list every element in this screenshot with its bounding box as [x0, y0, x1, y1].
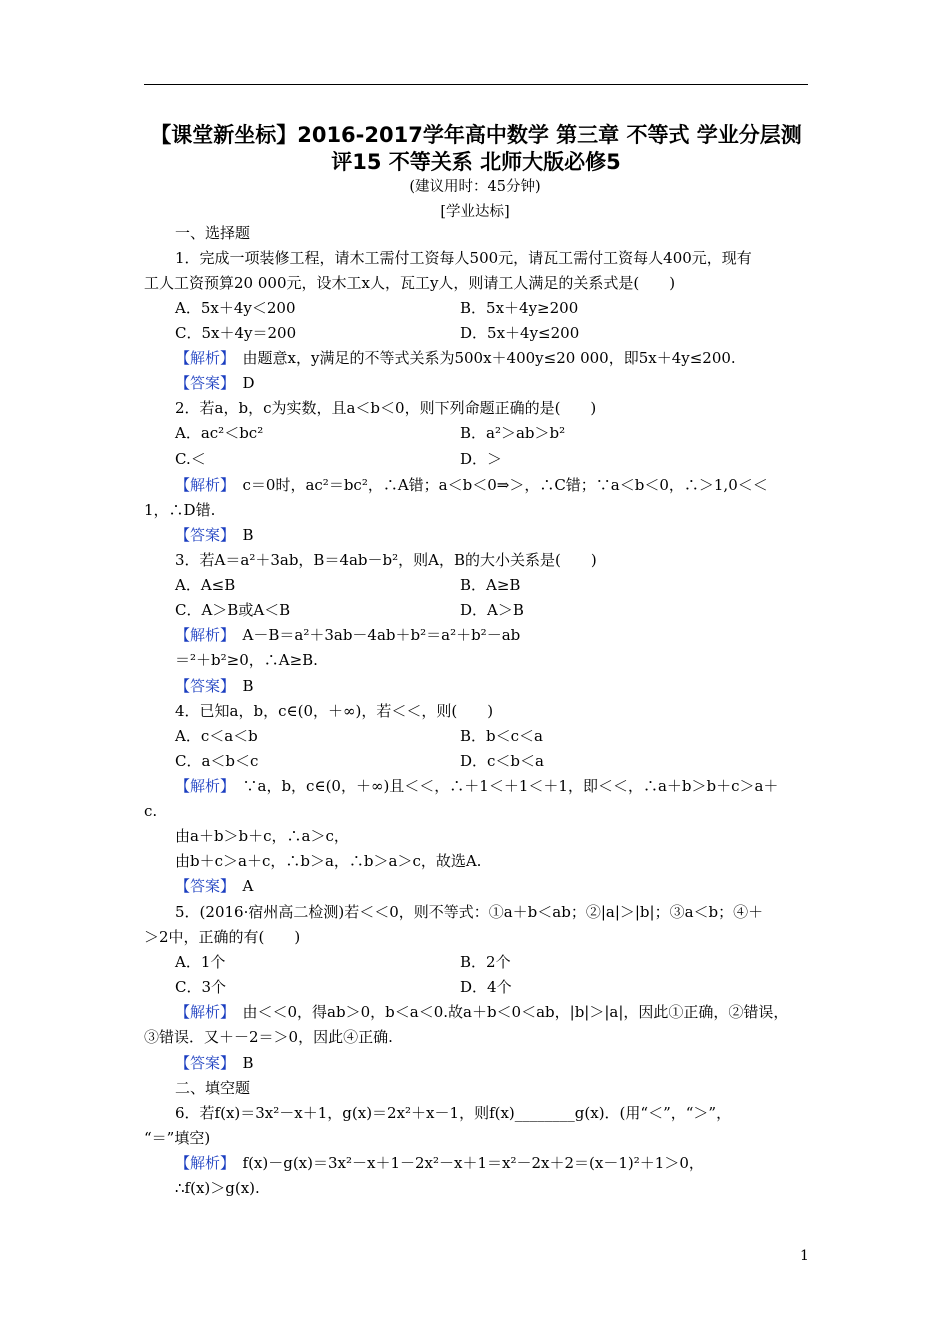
q2-answer — [175, 524, 254, 546]
section-heading-fill: 二、填空题 — [175, 1079, 251, 1097]
answer-text: A — [227, 877, 254, 895]
q2-analysis — [175, 474, 768, 496]
q5-analysis-cont: ③错误．又＋－2＝＞0，因此④正确. — [144, 1028, 393, 1046]
q5-stem-line1: 5．(2016·宿州高二检测)若＜＜0，则不等式：①a＋b＜ab；②|a|＞|b|；③a＜b；④＋ — [175, 903, 764, 921]
section-heading-choice: 一、选择题 — [175, 224, 251, 242]
level-label: [学业达标] — [440, 204, 510, 220]
answer-text: B — [227, 1054, 254, 1072]
q4-answer — [175, 875, 253, 897]
q2-analysis-cont: 1，∴D错. — [144, 501, 216, 519]
answer-tag: 【答案】 — [175, 1054, 228, 1072]
document-title — [140, 122, 812, 176]
q2-option-b: B．a²＞ab＞b² — [460, 424, 566, 442]
q6-analysis-cont: ∴f(x)＞g(x). — [175, 1179, 260, 1197]
q3-analysis — [175, 624, 520, 646]
q1-option-b: B．5x＋4y≥200 — [460, 299, 579, 317]
q3-stem: 3．若A＝a²＋3ab，B＝4ab－b²，则A，B的大小关系是( ) — [175, 551, 597, 569]
q4-analysis — [175, 775, 778, 797]
analysis-tag: 【解析】 — [175, 349, 228, 367]
analysis-tag: 【解析】 — [175, 777, 228, 795]
analysis-tag: 【解析】 — [175, 1154, 228, 1172]
q1-option-c: C．5x＋4y＝200 — [175, 324, 297, 342]
q1-stem-line1: 1．完成一项装修工程，请木工需付工资每人500元，请瓦工需付工资每人400元，现有 — [175, 249, 752, 267]
q4-stem: 4．已知a，b，c∈(0，＋∞)，若＜＜，则( ) — [175, 702, 494, 720]
q6-stem-line1: 6．若f(x)＝3x²－x＋1，g(x)＝2x²＋x－1，则f(x)________g(x)．(用“＜”，“＞”， — [175, 1104, 732, 1122]
q5-stem-line2: ＞2中，正确的有( ) — [144, 928, 301, 946]
q2-option-a: A．ac²＜bc² — [175, 424, 264, 442]
time-hint: (建议用时：45分钟) — [409, 179, 541, 195]
answer-text: B — [227, 526, 254, 544]
q3-option-a: A．A≤B — [175, 576, 236, 594]
q5-answer — [175, 1052, 254, 1074]
answer-tag: 【答案】 — [175, 526, 228, 544]
analysis-text: 由题意x，y满足的不等式关系为500x＋400y≤20 000，即5x＋4y≤200. — [227, 349, 736, 367]
q4-analysis-cont: c. — [144, 802, 158, 820]
q4-analysis-line4: 由b＋c＞a＋c，∴b＞a，∴b＞a＞c，故选A. — [175, 852, 482, 870]
q3-answer — [175, 675, 254, 697]
answer-tag: 【答案】 — [175, 374, 228, 392]
q1-stem-line2: 工人工资预算20 000元，设木工x人，瓦工y人，则请工人满足的关系式是( ) — [144, 274, 676, 292]
q5-option-b: B．2个 — [460, 953, 511, 971]
q1-option-a: A．5x＋4y＜200 — [175, 299, 296, 317]
q3-option-c: C．A＞B或A＜B — [175, 601, 291, 619]
analysis-text: 由＜＜0，得ab＞0，b＜a＜0.故a＋b＜0＜ab，|b|＞|a|，因此①正确，②错误， — [227, 1003, 789, 1021]
q2-option-c: C.＜ — [175, 450, 206, 468]
analysis-tag: 【解析】 — [175, 626, 228, 644]
q6-stem-line2: “＝”填空) — [144, 1129, 211, 1147]
q4-option-c: C．a＜b＜c — [175, 752, 259, 770]
answer-tag: 【答案】 — [175, 677, 228, 695]
header-rule — [144, 84, 808, 85]
analysis-tag: 【解析】 — [175, 476, 228, 494]
q5-option-d: D．4个 — [460, 978, 512, 996]
q2-option-d: D．＞ — [460, 450, 503, 468]
page-number: 1 — [800, 1248, 809, 1264]
analysis-text: ∵a，b，c∈(0，＋∞)且＜＜，∴＋1＜＋1＜＋1，即＜＜，∴a＋b＞b＋c＞a＋ — [227, 777, 779, 795]
answer-text: B — [227, 677, 254, 695]
answer-text: D — [227, 374, 255, 392]
q3-analysis-cont: ＝²＋b²≥0，∴A≥B. — [175, 651, 318, 669]
q1-analysis — [175, 347, 736, 369]
analysis-text: c＝0时，ac²＝bc²，∴A错；a＜b＜0⇒＞，∴C错；∵a＜b＜0，∴＞1,0＜＜ — [227, 476, 768, 494]
q6-analysis — [175, 1152, 704, 1174]
q4-option-d: D．c＜b＜a — [460, 752, 544, 770]
q2-stem: 2．若a，b，c为实数，且a＜b＜0，则下列命题正确的是( ) — [175, 399, 597, 417]
q4-analysis-line3: 由a＋b＞b＋c，∴a＞c， — [175, 827, 349, 845]
q1-option-d: D．5x＋4y≤200 — [460, 324, 580, 342]
analysis-text: A－B＝a²＋3ab－4ab＋b²＝a²＋b²－ab — [227, 626, 521, 644]
q5-option-c: C．3个 — [175, 978, 227, 996]
q1-answer — [175, 372, 255, 394]
q5-analysis — [175, 1001, 788, 1023]
q5-option-a: A．1个 — [175, 953, 226, 971]
analysis-text: f(x)－g(x)＝3x²－x＋1－2x²－x＋1＝x²－2x＋2＝(x－1)²＋1＞0， — [227, 1154, 704, 1172]
analysis-tag: 【解析】 — [175, 1003, 228, 1021]
q3-option-d: D．A＞B — [460, 601, 524, 619]
q3-option-b: B．A≥B — [460, 576, 521, 594]
q4-option-b: B．b＜c＜a — [460, 727, 543, 745]
answer-tag: 【答案】 — [175, 877, 228, 895]
title-line-2: 评15 不等关系 北师大版必修5 — [331, 150, 621, 174]
q4-option-a: A．c＜a＜b — [175, 727, 258, 745]
title-line-1: 【课堂新坐标】2016-2017学年高中数学 第三章 不等式 学业分层测 — [150, 123, 802, 147]
